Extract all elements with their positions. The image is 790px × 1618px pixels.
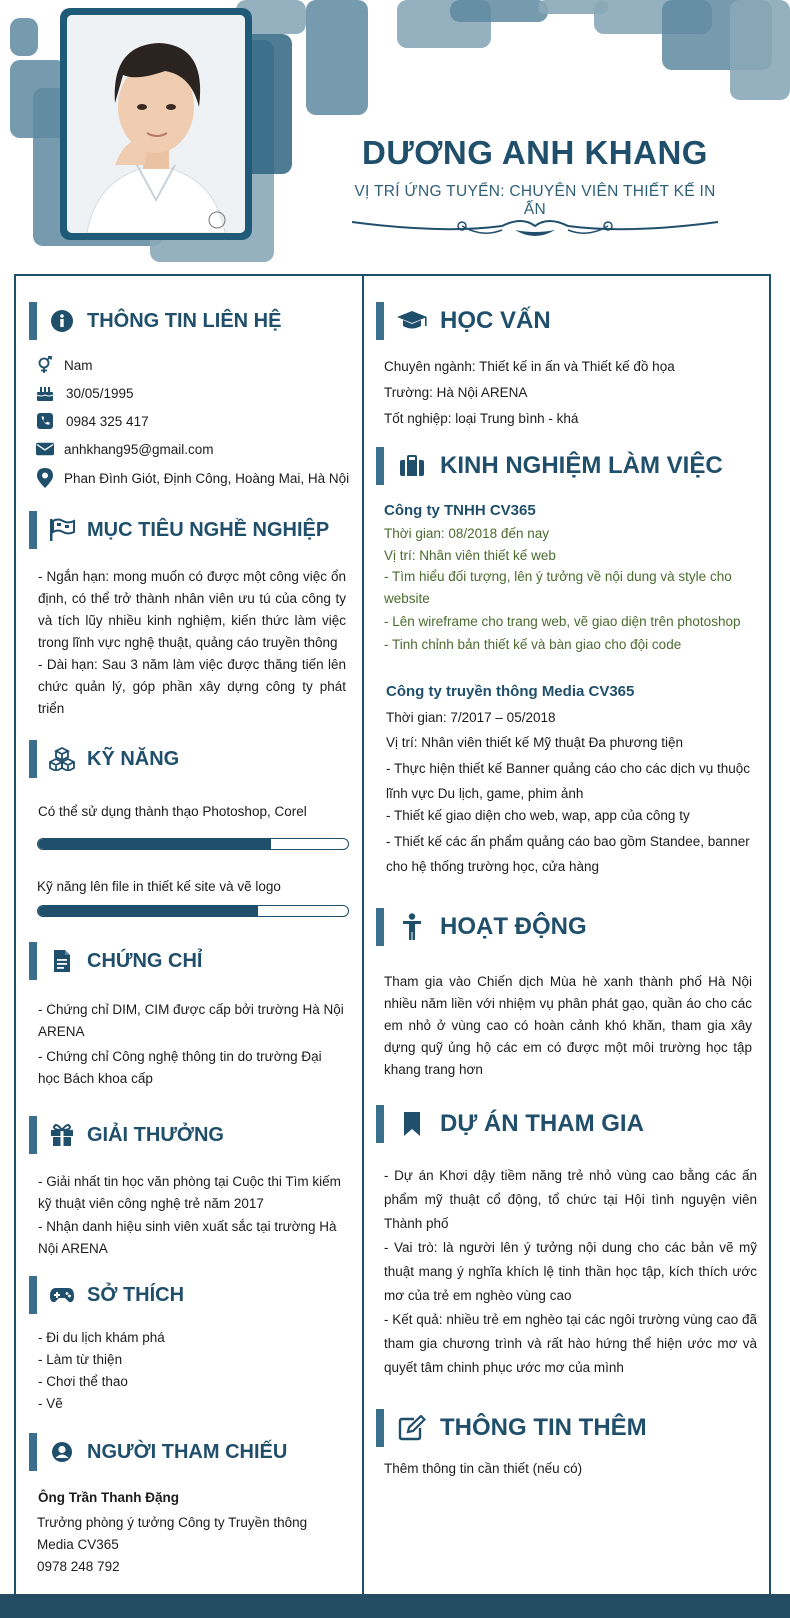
reference-phone: 0978 248 792	[37, 1559, 120, 1574]
gift-icon	[49, 1122, 75, 1148]
project-result: - Kết quả: nhiều trẻ em nghèo tại các ngôi trường vùng cao đã tham gia chương trình và rất hào hứng thể hiện ước mơ và quyết tâm chinh phục ước mơ của mình	[384, 1312, 757, 1375]
hobbies-heading	[29, 1276, 184, 1314]
job-task: - Lên wireframe cho trang web, vẽ giao diện trên photoshop	[384, 614, 741, 629]
objective-long-term: - Dài hạn: Sau 3 năm làm việc được thăng tiến lên chức quản lý, góp phần xây dựng công ty phát triển	[38, 657, 346, 716]
objective-short-term: - Ngắn hạn: mong muốn có được một công việc ổn định, có thể trở thành nhân viên ưu tú của công ty và tích lũy nhiều kinh nghiệm, kiến thức làm việc trong lĩnh vực nghệ thuật, quảng cáo truyền thông	[38, 569, 346, 650]
heading-bar	[376, 302, 384, 340]
job-role: Vị trí: Nhân viên thiết kế web	[384, 548, 556, 563]
decor-square	[10, 18, 38, 56]
location-pin-icon	[36, 469, 54, 487]
contact-gender: Nam	[64, 358, 93, 373]
cubes-icon	[49, 746, 75, 772]
section-title: THÔNG TIN LIÊN HỆ	[87, 309, 282, 332]
contact-phone: 0984 325 417	[66, 414, 149, 429]
graduation-cap-icon	[396, 308, 428, 334]
info-icon	[49, 308, 75, 334]
job-company: Công ty TNHH CV365	[384, 502, 536, 519]
heading-bar	[29, 302, 37, 340]
award-item: - Giải nhất tin học văn phòng tại Cuộc thi Tìm kiếm kỹ thuật viên công nghệ trẻ năm 2017	[38, 1174, 341, 1211]
certificate-item: - Chứng chỉ Công nghệ thông tin do trường Đại học Bách khoa cấp	[38, 1049, 322, 1086]
section-title: HOẠT ĐỘNG	[440, 913, 587, 940]
heading-bar	[29, 740, 37, 778]
email-icon	[36, 440, 54, 458]
portrait-illustration	[67, 15, 245, 233]
skill-label: Có thể sử dụng thành thạo Photoshop, Corel	[38, 804, 307, 819]
section-title: GIẢI THƯỞNG	[87, 1123, 224, 1146]
contact-heading	[29, 302, 281, 340]
heading-bar	[376, 908, 384, 946]
contact-address: Phan Đình Giót, Định Công, Hoàng Mai, Hà Nội	[64, 471, 350, 486]
section-title: SỞ THÍCH	[87, 1283, 185, 1306]
education-major: Chuyên ngành: Thiết kế in ấn và Thiết kế đồ họa	[384, 359, 675, 374]
hobby-item: - Làm từ thiện	[38, 1352, 123, 1367]
contact-birthday: 30/05/1995	[66, 386, 134, 401]
contact-email[interactable]: anhkhang95@gmail.com	[64, 442, 214, 457]
job-task: - Thiết kế giao diện cho web, wap, app của công ty	[386, 808, 690, 823]
section-title: NGƯỜI THAM CHIẾU	[87, 1440, 288, 1463]
job-role: Vị trí: Nhân viên thiết kế Mỹ thuật Đa phương tiện	[386, 735, 684, 750]
education-school: Trường: Hà Nội ARENA	[384, 385, 528, 400]
decor-square	[730, 0, 790, 100]
user-circle-icon	[49, 1439, 75, 1465]
document-icon	[49, 948, 75, 974]
birthday-cake-icon	[36, 384, 54, 402]
decor-square	[306, 0, 368, 115]
hobby-item: - Chơi thể thao	[38, 1374, 128, 1389]
education-heading	[376, 302, 551, 340]
heading-bar	[29, 1276, 37, 1314]
skills-heading	[29, 740, 179, 778]
job-time: Thời gian: 7/2017 – 05/2018	[386, 710, 556, 725]
heading-bar	[29, 942, 37, 980]
awards-heading	[29, 1116, 224, 1154]
skill-progress-bar	[37, 905, 349, 917]
job-task: - Thực hiện thiết kế Banner quảng cáo cho các dịch vụ thuộc lĩnh vực Du lịch, game, phim ảnh	[386, 761, 750, 801]
skill-label: Kỹ năng lên file in thiết kế site và vẽ logo	[37, 879, 281, 894]
reference-name: Ông Trần Thanh Đặng	[38, 1490, 179, 1505]
objective-heading	[29, 511, 329, 549]
decor-square	[450, 0, 548, 22]
section-title: DỰ ÁN THAM GIA	[440, 1110, 644, 1137]
candidate-name: DƯƠNG ANH KHANG	[362, 134, 708, 171]
heading-bar	[29, 1116, 37, 1154]
job-time: Thời gian: 08/2018 đến nay	[384, 526, 549, 541]
profile-photo-frame	[60, 8, 252, 240]
references-heading	[29, 1433, 287, 1471]
briefcase-icon	[396, 453, 428, 479]
section-title: HỌC VẤN	[440, 307, 551, 334]
experience-heading	[376, 447, 723, 485]
section-title: CHỨNG CHỈ	[87, 949, 203, 972]
project-role: - Vai trò: là người lên ý tưởng nội dung cho các bản vẽ mỹ thuật mang ý nghĩa khích lệ tinh thần học tập, kích thích ước mơ của trẻ em nghèo vùng cao	[384, 1240, 757, 1303]
projects-heading	[376, 1105, 644, 1143]
person-icon	[396, 914, 428, 940]
heading-bar	[29, 1433, 37, 1471]
heading-bar	[376, 1409, 384, 1447]
heading-bar	[376, 447, 384, 485]
column-divider	[362, 274, 364, 1594]
applied-position: VỊ TRÍ ỨNG TUYỂN: CHUYÊN VIÊN THIẾT KẾ IN ẤN	[354, 183, 716, 218]
heading-bar	[376, 1105, 384, 1143]
skill-progress-fill	[38, 839, 271, 849]
project-description: - Dự án Khơi dậy tiềm năng trẻ nhỏ vùng cao bằng các ấn phẩm mỹ thuật cổ động, tổ chức tại Hội tình nguyện viên Thành phố	[384, 1168, 757, 1231]
section-title: KINH NGHIỆM LÀM VIỆC	[440, 452, 723, 479]
skill-progress-fill	[38, 906, 258, 916]
gender-icon	[36, 356, 54, 374]
section-title: KỸ NĂNG	[87, 747, 180, 770]
flourish-ornament	[352, 212, 718, 242]
education-grade: Tốt nghiệp: loại Trung bình - khá	[384, 411, 579, 426]
award-item: - Nhận danh hiệu sinh viên xuất sắc tại trường Hà Nội ARENA	[38, 1219, 337, 1256]
gamepad-icon	[49, 1282, 75, 1308]
hobby-item: - Đi du lịch khám phá	[38, 1330, 165, 1345]
profile-photo	[67, 15, 245, 233]
activities-text: Tham gia vào Chiến dịch Mùa hè xanh thành phố Hà Nội nhiều năm liền với nhiệm vụ phân phát gạo, quần áo cho các em nhỏ ở vùng cao có hoàn cảnh khó khăn, tham gia xây dựng quỹ ủng hộ các em có được một môi trường học tập khang trang hơn	[384, 974, 752, 1077]
phone-icon	[36, 412, 54, 430]
edit-icon	[396, 1415, 428, 1441]
job-company: Công ty truyền thông Media CV365	[386, 683, 635, 700]
additional-heading	[376, 1409, 647, 1447]
additional-text: Thêm thông tin cần thiết (nếu có)	[384, 1461, 583, 1476]
section-title: MỤC TIÊU NGHỀ NGHIỆP	[87, 518, 330, 541]
certificates-heading	[29, 942, 202, 980]
activities-heading	[376, 908, 587, 946]
footer-bar	[0, 1594, 790, 1618]
heading-bar	[29, 511, 37, 549]
hobby-item: - Vẽ	[38, 1396, 63, 1411]
section-title: THÔNG TIN THÊM	[440, 1414, 647, 1441]
reference-role: Trưởng phòng ý tưởng Công ty Truyền thông Media CV365	[37, 1515, 308, 1552]
bookmark-icon	[396, 1111, 428, 1137]
job-task: - Tìm hiểu đối tượng, lên ý tưởng về nội dung và style cho website	[384, 569, 732, 606]
job-task: - Tinh chỉnh bản thiết kế và bàn giao cho đội code	[384, 637, 682, 652]
certificate-item: - Chứng chỉ DIM, CIM được cấp bởi trường Hà Nội ARENA	[38, 1002, 344, 1039]
skill-progress-bar	[37, 838, 349, 850]
job-task: - Thiết kế các ấn phẩm quảng cáo bao gồm Standee, banner cho hệ thống trường học, cửa hàng	[386, 834, 750, 874]
flag-icon	[49, 517, 75, 543]
